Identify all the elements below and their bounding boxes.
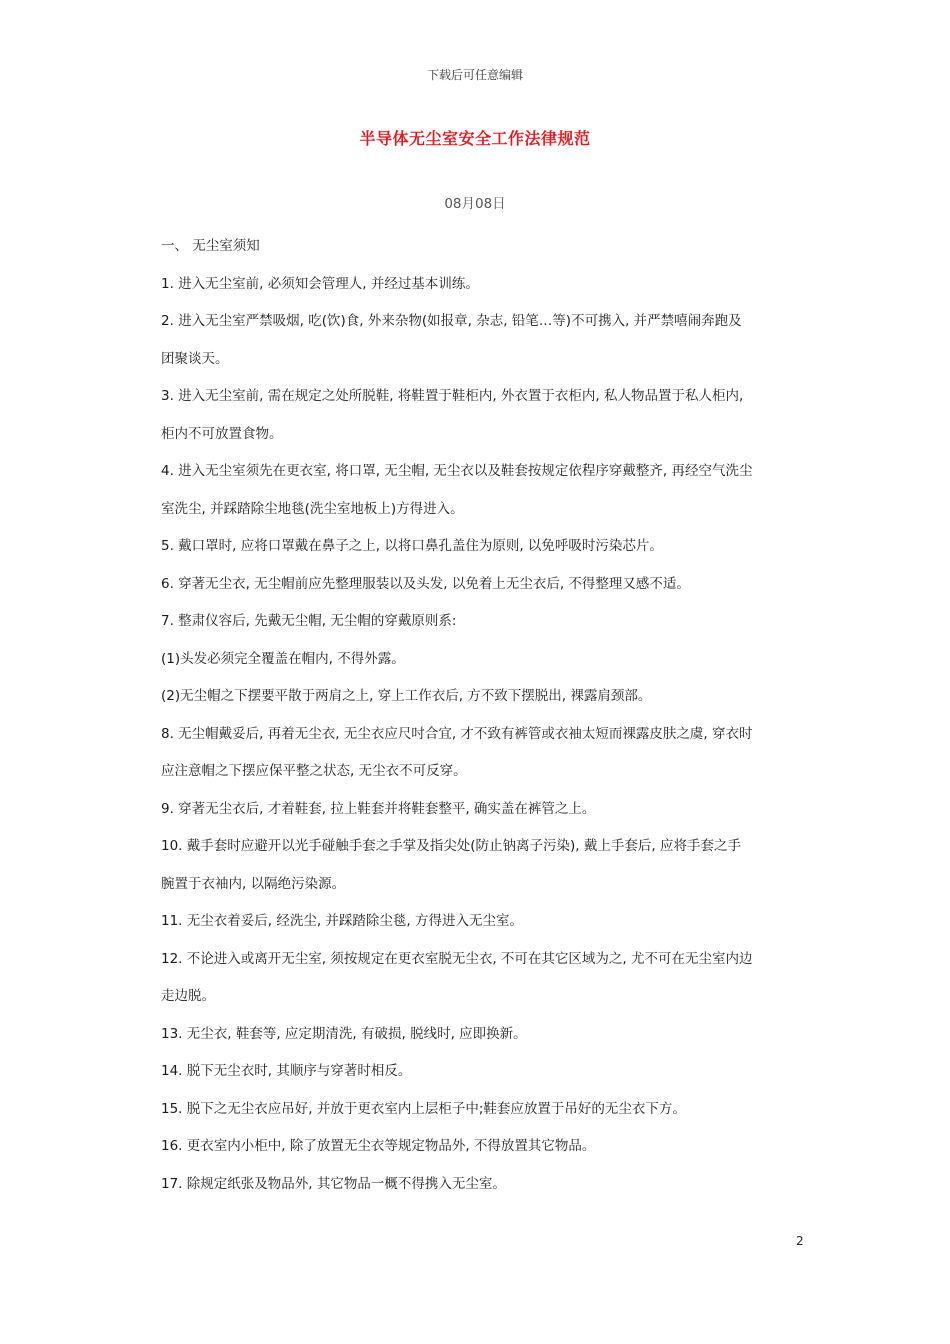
body-line: 13. 无尘衣, 鞋套等, 应定期清洗, 有破损, 脱线时, 应即换新。 bbox=[161, 1025, 527, 1042]
body-line: 9. 穿著无尘衣后, 才着鞋套, 拉上鞋套并将鞋套整平, 确实盖在裤管之上。 bbox=[161, 800, 596, 817]
header-note: 下载后可任意编辑 bbox=[426, 68, 523, 82]
body-line: 室洗尘, 并踩踏除尘地毯(洗尘室地板上)方得进入。 bbox=[161, 500, 464, 517]
body-line: 1. 进入无尘室前, 必须知会管理人, 并经过基本训练。 bbox=[161, 275, 479, 292]
page-number: 2 bbox=[796, 1234, 804, 1248]
body-line: 11. 无尘衣着妥后, 经洗尘, 并踩踏除尘毯, 方得进入无尘室。 bbox=[161, 913, 524, 929]
body-line: 12. 不论进入或离开无尘室, 须按规定在更衣室脱无尘衣, 不可在其它区域为之, 尤不可在无尘室内边 bbox=[161, 950, 753, 967]
document-body bbox=[161, 228, 801, 1203]
body-line: 走边脱。 bbox=[161, 988, 215, 1004]
body-line: 15. 脱下之无尘衣应吊好, 并放于更衣室内上层柜子中;鞋套应放置于吊好的无尘衣下方。 bbox=[161, 1100, 686, 1117]
body-line: 5. 戴口罩时, 应将口罩戴在鼻子之上, 以将口鼻孔盖住为原则, 以免呼吸时污染芯片。 bbox=[161, 538, 663, 554]
body-line: 16. 更衣室内小柜中, 除了放置无尘衣等规定物品外, 不得放置其它物品。 bbox=[161, 1138, 596, 1154]
body-line: 14. 脱下无尘衣时, 其顺序与穿著时相反。 bbox=[161, 1063, 412, 1079]
body-line: 柜内不可放置食物。 bbox=[161, 425, 283, 442]
body-line: 团聚谈天。 bbox=[161, 350, 229, 367]
body-line: 8. 无尘帽戴妥后, 再着无尘衣, 无尘衣应尺吋合宜, 才不致有裤管或衣袖太短而裸露皮肤之虞, 穿衣时 bbox=[161, 725, 753, 742]
section-heading: 一、 无尘室须知 bbox=[161, 238, 260, 254]
body-line: 10. 戴手套时应避开以光手碰触手套之手掌及指尖处(防止钠离子污染), 戴上手套后, 应将手套之手 bbox=[161, 838, 741, 854]
body-line: 6. 穿著无尘衣, 无尘帽前应先整理服装以及头发, 以免着上无尘衣后, 不得整理又感不适。 bbox=[161, 575, 690, 592]
document-date: 08月08日 bbox=[444, 196, 506, 212]
body-line: 3. 进入无尘室前, 需在规定之处所脱鞋, 将鞋置于鞋柜内, 外衣置于衣柜内, 私人物品置于私人柜内, bbox=[161, 388, 744, 404]
body-line: 17. 除规定纸张及物品外, 其它物品一概不得携入无尘室。 bbox=[161, 1175, 506, 1192]
document-title: 半导体无尘室安全工作法律规范 bbox=[359, 129, 591, 148]
body-line: 腕置于衣袖内, 以隔绝污染源。 bbox=[161, 875, 346, 892]
body-line: (1)头发必须完全覆盖在帽内, 不得外露。 bbox=[161, 650, 405, 667]
body-line: 2. 进入无尘室严禁吸烟, 吃(饮)食, 外来杂物(如报章, 杂志, 铅笔…等)不可携入, 并严禁嘻闹奔跑及 bbox=[161, 313, 742, 329]
body-line: 7. 整肃仪容后, 先戴无尘帽, 无尘帽的穿戴原则系: bbox=[161, 613, 457, 629]
body-line: 应注意帽之下摆应保平整之状态, 无尘衣不可反穿。 bbox=[161, 763, 467, 779]
body-line: (2)无尘帽之下摆要平散于两肩之上, 穿上工作衣后, 方不致下摆脱出, 裸露肩颈部。 bbox=[161, 688, 652, 704]
body-line: 4. 进入无尘室须先在更衣室, 将口罩, 无尘帽, 无尘衣以及鞋套按规定依程序穿戴整齐, 再经空气洗尘 bbox=[161, 463, 753, 479]
